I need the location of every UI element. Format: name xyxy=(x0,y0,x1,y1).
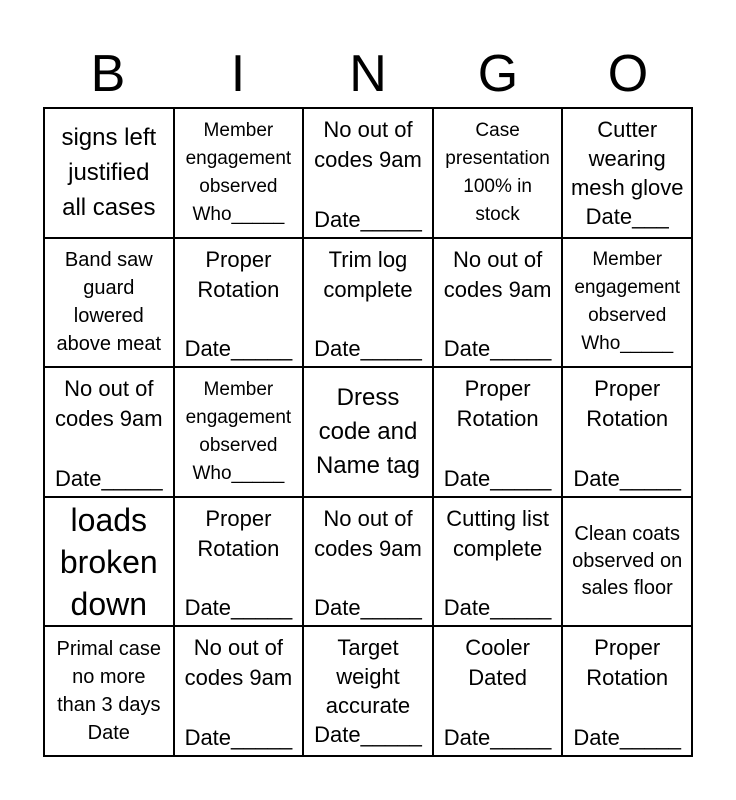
cell-text: No out of codes 9am xyxy=(184,635,293,691)
bingo-cell xyxy=(174,238,304,368)
bingo-card-grid xyxy=(43,107,693,757)
cell-text: Case presentation 100% in stock xyxy=(445,119,550,225)
cell-date-line: Date_____ xyxy=(184,336,293,362)
cell-text: Proper Rotation xyxy=(586,635,669,691)
cell-text: Cooler Dated xyxy=(465,635,530,691)
cell-text: Proper Rotation xyxy=(586,376,669,432)
bingo-cell xyxy=(433,238,563,368)
cell-date-line: Date_____ xyxy=(184,725,293,750)
bingo-cell xyxy=(44,238,174,368)
cell-text: Member engagement observed Who_____ xyxy=(574,249,681,355)
bingo-cell xyxy=(44,367,174,497)
cell-date-line: Date_____ xyxy=(184,595,293,621)
bingo-cell xyxy=(174,367,304,497)
cell-text: Primal case no more than 3 days Date xyxy=(56,638,162,745)
bingo-cell xyxy=(433,626,563,756)
cell-text: No out of codes 9am xyxy=(443,246,552,302)
cell-text: Dress code and Name tag xyxy=(315,383,421,479)
bingo-cell xyxy=(303,497,433,627)
bingo-cell xyxy=(562,238,692,368)
header-letter-g: G xyxy=(477,45,519,103)
cell-text: Cutter wearing mesh glove Date___ xyxy=(570,116,684,229)
cell-date-line: Date_____ xyxy=(314,336,422,362)
bingo-cell xyxy=(303,238,433,368)
cell-text: No out of codes 9am xyxy=(314,117,422,172)
cell-date-line: Date_____ xyxy=(54,465,163,491)
bingo-cell xyxy=(303,626,433,756)
cell-text: Member engagement observed Who_____ xyxy=(185,119,292,225)
cell-date-line: Date_____ xyxy=(314,595,422,621)
cell-text: Target weight accurate Date_____ xyxy=(314,635,422,748)
bingo-cell xyxy=(44,626,174,756)
bingo-cell xyxy=(44,108,174,238)
bingo-cell xyxy=(303,367,433,497)
bingo-cell xyxy=(562,367,692,497)
cell-text: Trim log complete xyxy=(323,246,413,302)
bingo-cell xyxy=(562,497,692,627)
cell-text: Proper Rotation xyxy=(197,246,280,302)
cell-date-line: Date_____ xyxy=(314,206,422,232)
bingo-cell xyxy=(44,497,174,627)
cell-text: Cutting list complete xyxy=(446,505,549,561)
bingo-cell xyxy=(174,497,304,627)
header-letter-i: I xyxy=(230,45,246,103)
header-letter-o: O xyxy=(607,45,649,103)
cell-text: Member engagement observed Who_____ xyxy=(185,378,292,484)
cell-text: No out of codes 9am xyxy=(54,376,163,432)
cell-text: Clean coats observed on sales floor xyxy=(572,523,683,600)
header-letter-b: B xyxy=(90,45,126,103)
bingo-cell xyxy=(433,367,563,497)
bingo-cell xyxy=(303,108,433,238)
cell-text: Band saw guard lowered above meat xyxy=(56,249,162,356)
cell-date-line: Date_____ xyxy=(573,725,682,750)
cell-date-line: Date_____ xyxy=(573,465,682,491)
bingo-cell xyxy=(433,108,563,238)
bingo-cell xyxy=(562,108,692,238)
cell-text: Proper Rotation xyxy=(197,505,280,561)
bingo-cell xyxy=(562,626,692,756)
cell-text: loads broken down xyxy=(59,501,158,622)
bingo-cell xyxy=(174,626,304,756)
cell-date-line: Date_____ xyxy=(443,595,552,621)
cell-date-line: Date_____ xyxy=(443,725,552,750)
bingo-cell xyxy=(433,497,563,627)
bingo-header xyxy=(43,44,693,104)
header-letter-n: N xyxy=(349,45,387,103)
cell-date-line: Date_____ xyxy=(443,465,552,491)
cell-date-line: Date_____ xyxy=(443,336,552,362)
bingo-cell xyxy=(174,108,304,238)
cell-text: Proper Rotation xyxy=(456,376,539,432)
cell-text: No out of codes 9am xyxy=(314,505,422,561)
cell-text: signs left justified all cases xyxy=(61,124,157,222)
